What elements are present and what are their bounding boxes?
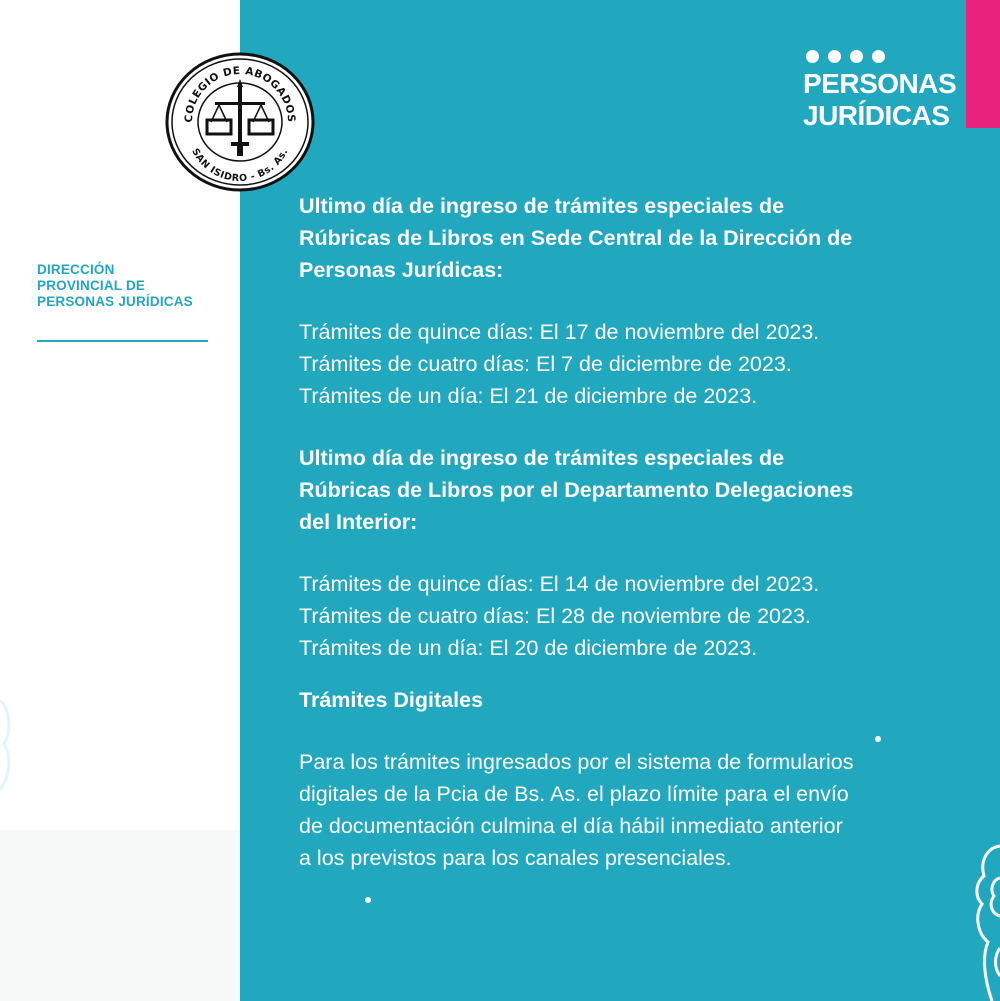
dot [806, 50, 819, 63]
dot [872, 50, 885, 63]
pink-accent-bar [966, 0, 1000, 128]
deadline-item: Trámites de un día: El 20 de diciembre de 2023. [299, 636, 758, 660]
section-sede-central [299, 190, 969, 412]
section-delegaciones-interior [299, 442, 969, 664]
section-heading-line: Rúbricas de Libros por el Departamento Delegaciones [299, 478, 854, 502]
section-heading-line: Ultimo día de ingreso de trámites especiales de [299, 194, 785, 218]
digital-paragraph-line: a los previstos para los canales presenciales. [299, 846, 732, 870]
brand-title [803, 68, 956, 132]
digital-paragraph-line: Para los trámites ingresados por el sistema de formularios [299, 750, 854, 774]
main-content [299, 190, 969, 874]
dot [828, 50, 841, 63]
section-heading-line: del Interior: [299, 510, 418, 534]
digital-paragraph-line: de documentación culmina el día hábil inmediato anterior [299, 814, 843, 838]
deadline-item: Trámites de quince días: El 17 de noviembre del 2023. [299, 320, 820, 344]
section-tramites-digitales [299, 684, 969, 874]
sidebar-label-line: DIRECCIÓN [37, 262, 115, 277]
sidebar-label-line: PERSONAS JURÍDICAS [37, 294, 193, 309]
seal-bottom-text: SAN ISIDRO - Bs. As. [189, 146, 291, 185]
seal-top-text: COLEGIO DE ABOGADOS [182, 64, 298, 123]
decorative-outline-shape [0, 700, 14, 790]
section-heading-line: Rúbricas de Libros en Sede Central de la Dirección de [299, 226, 853, 250]
deadline-item: Trámites de quince días: El 14 de noviembre del 2023. [299, 572, 820, 596]
brand-line-2: JURÍDICAS [803, 100, 950, 131]
section-heading-line: Ultimo día de ingreso de trámites especiales de [299, 446, 785, 470]
brand-line-1: PERSONAS [803, 68, 957, 99]
sidebar-divider [37, 340, 208, 342]
brand-dots [806, 50, 885, 63]
section-heading-line: Personas Jurídicas: [299, 258, 504, 282]
deadline-item: Trámites de cuatro días: El 28 de noviembre de 2023. [299, 604, 811, 628]
colegio-abogados-seal [165, 52, 315, 192]
sidebar-label-line: PROVINCIAL DE [37, 278, 146, 293]
left-panel-bottom-shade [0, 830, 240, 1001]
decorative-speck [875, 736, 881, 742]
digital-paragraph-line: digitales de la Pcia de Bs. As. el plazo límite para el envío [299, 782, 849, 806]
dot [850, 50, 863, 63]
deadline-item: Trámites de cuatro días: El 7 de diciembre de 2023. [299, 352, 792, 376]
deadline-item: Trámites de un día: El 21 de diciembre de 2023. [299, 384, 758, 408]
decorative-outline-figure [958, 838, 1000, 1001]
decorative-speck [365, 897, 371, 903]
sidebar-direction-label [37, 262, 237, 310]
digital-heading: Trámites Digitales [299, 688, 484, 712]
